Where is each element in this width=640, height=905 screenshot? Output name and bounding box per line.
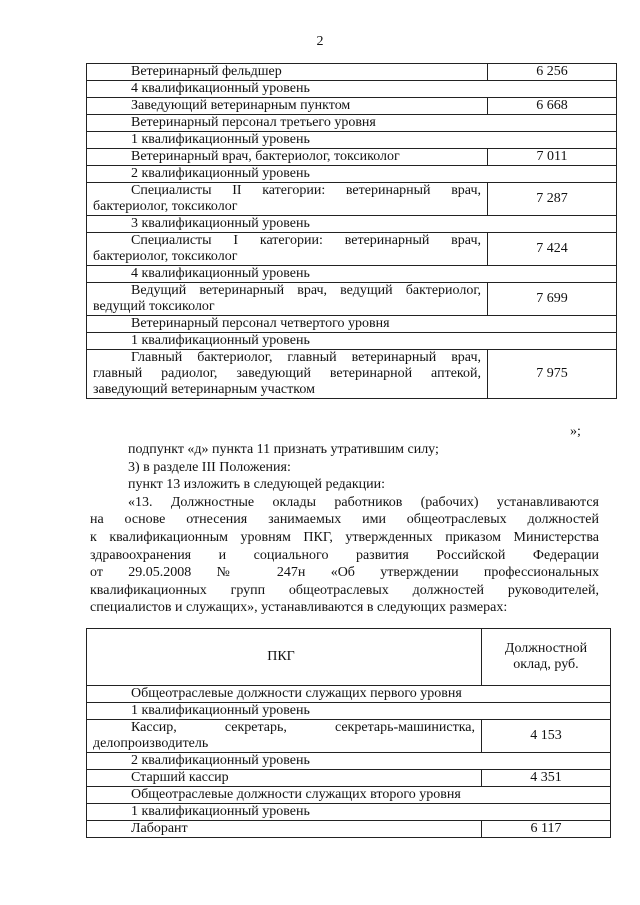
row-name: Заведующий ветеринарным пунктом [87, 98, 488, 115]
row-name: Главный бактериолог, главный ветеринарный врач, главный радиолог, заведующий ветеринарной аптекой, заведующий ветеринарным участком [87, 350, 488, 399]
row-name: Общеотраслевые должности служащих второго уровня [87, 787, 611, 804]
table-row [87, 821, 611, 838]
table-row [87, 804, 611, 821]
table-row [87, 149, 617, 166]
header-pkg: ПКГ [87, 629, 482, 686]
paragraph-line: «13. Должностные оклады работников (рабочих) устанавливаются [128, 494, 599, 510]
page-number: 2 [316, 34, 324, 49]
table-row [87, 64, 617, 81]
table-row [87, 98, 617, 115]
table-row [87, 686, 611, 703]
row-name: Ведущий ветеринарный врач, ведущий бактериолог, ведущий токсиколог [87, 283, 488, 316]
row-name: 1 квалификационный уровень [87, 333, 617, 350]
paragraph-line: здравоохранения и социального развития Российской Федерации [90, 547, 599, 563]
table-row [87, 166, 617, 183]
table-row [87, 333, 617, 350]
row-value: 7 424 [488, 233, 617, 266]
row-value: 7 699 [488, 283, 617, 316]
table-row [87, 787, 611, 804]
table-row [87, 703, 611, 720]
row-value: 6 668 [488, 98, 617, 115]
row-name: 1 квалификационный уровень [87, 703, 611, 720]
table-row [87, 316, 617, 333]
paragraph-salaries [90, 494, 599, 617]
row-value: 4 153 [482, 720, 611, 753]
paragraph-subitem-d: подпункт «д» пункта 11 признать утратившим силу; [128, 442, 439, 457]
row-name: 4 квалификационный уровень [87, 81, 617, 98]
veterinary-salary-table [86, 63, 617, 399]
row-name: 1 квалификационный уровень [87, 132, 617, 149]
table-row [87, 283, 617, 316]
table-row [87, 770, 611, 787]
table-header-row [87, 629, 611, 686]
row-name: Ветеринарный врач, бактериолог, токсиколог [87, 149, 488, 166]
table-row [87, 216, 617, 233]
row-value: 7 975 [488, 350, 617, 399]
row-name: Общеотраслевые должности служащих первого уровня [87, 686, 611, 703]
table-row [87, 753, 611, 770]
paragraph-line: квалификационных групп общеотраслевых должностей руководителей, [90, 582, 599, 598]
row-name: 4 квалификационный уровень [87, 266, 617, 283]
quote-close: »; [570, 424, 581, 439]
row-value: 7 287 [488, 183, 617, 216]
row-name: Кассир, секретарь, секретарь-машинистка, делопроизводитель [87, 720, 482, 753]
row-name: Лаборант [87, 821, 482, 838]
paragraph-item-13: пункт 13 изложить в следующей редакции: [128, 477, 385, 493]
row-name: Специалисты I категории: ветеринарный врач, бактериолог, токсиколог [87, 233, 488, 266]
row-value: 6 256 [488, 64, 617, 81]
row-value: 6 117 [482, 821, 611, 838]
paragraph-line: специалистов и служащих», устанавливаются в следующих размерах: [90, 600, 508, 616]
row-name: Ветеринарный персонал третьего уровня [87, 115, 617, 132]
row-value: 7 011 [488, 149, 617, 166]
row-name: 2 квалификационный уровень [87, 753, 611, 770]
paragraph-line: на основе отнесения занимаемых ими общеотраслевых должностей [90, 512, 599, 528]
row-name: Ветеринарный фельдшер [87, 64, 488, 81]
paragraph-line: к квалификационным уровням ПКГ, утвержденных приказом Министерства [90, 529, 599, 545]
table-row [87, 183, 617, 216]
table-row [87, 350, 617, 399]
paragraph-section-3: 3) в разделе III Положения: [128, 459, 291, 475]
header-salary: Должностной оклад, руб. [482, 629, 611, 686]
row-name: Старший кассир [87, 770, 482, 787]
table-row [87, 81, 617, 98]
row-name: Специалисты II категории: ветеринарный врач, бактериолог, токсиколог [87, 183, 488, 216]
body-text [90, 441, 599, 617]
row-name: 2 квалификационный уровень [87, 166, 617, 183]
row-value: 4 351 [482, 770, 611, 787]
table-row [87, 132, 617, 149]
table-row [87, 720, 611, 753]
general-salary-table [86, 628, 611, 838]
table-row [87, 233, 617, 266]
row-name: 3 квалификационный уровень [87, 216, 617, 233]
table-row [87, 266, 617, 283]
paragraph-line: от 29.05.2008 № 247н «Об утверждении профессиональных [90, 565, 599, 581]
row-name: 1 квалификационный уровень [87, 804, 611, 821]
table-row [87, 115, 617, 132]
row-name: Ветеринарный персонал четвертого уровня [87, 316, 617, 333]
